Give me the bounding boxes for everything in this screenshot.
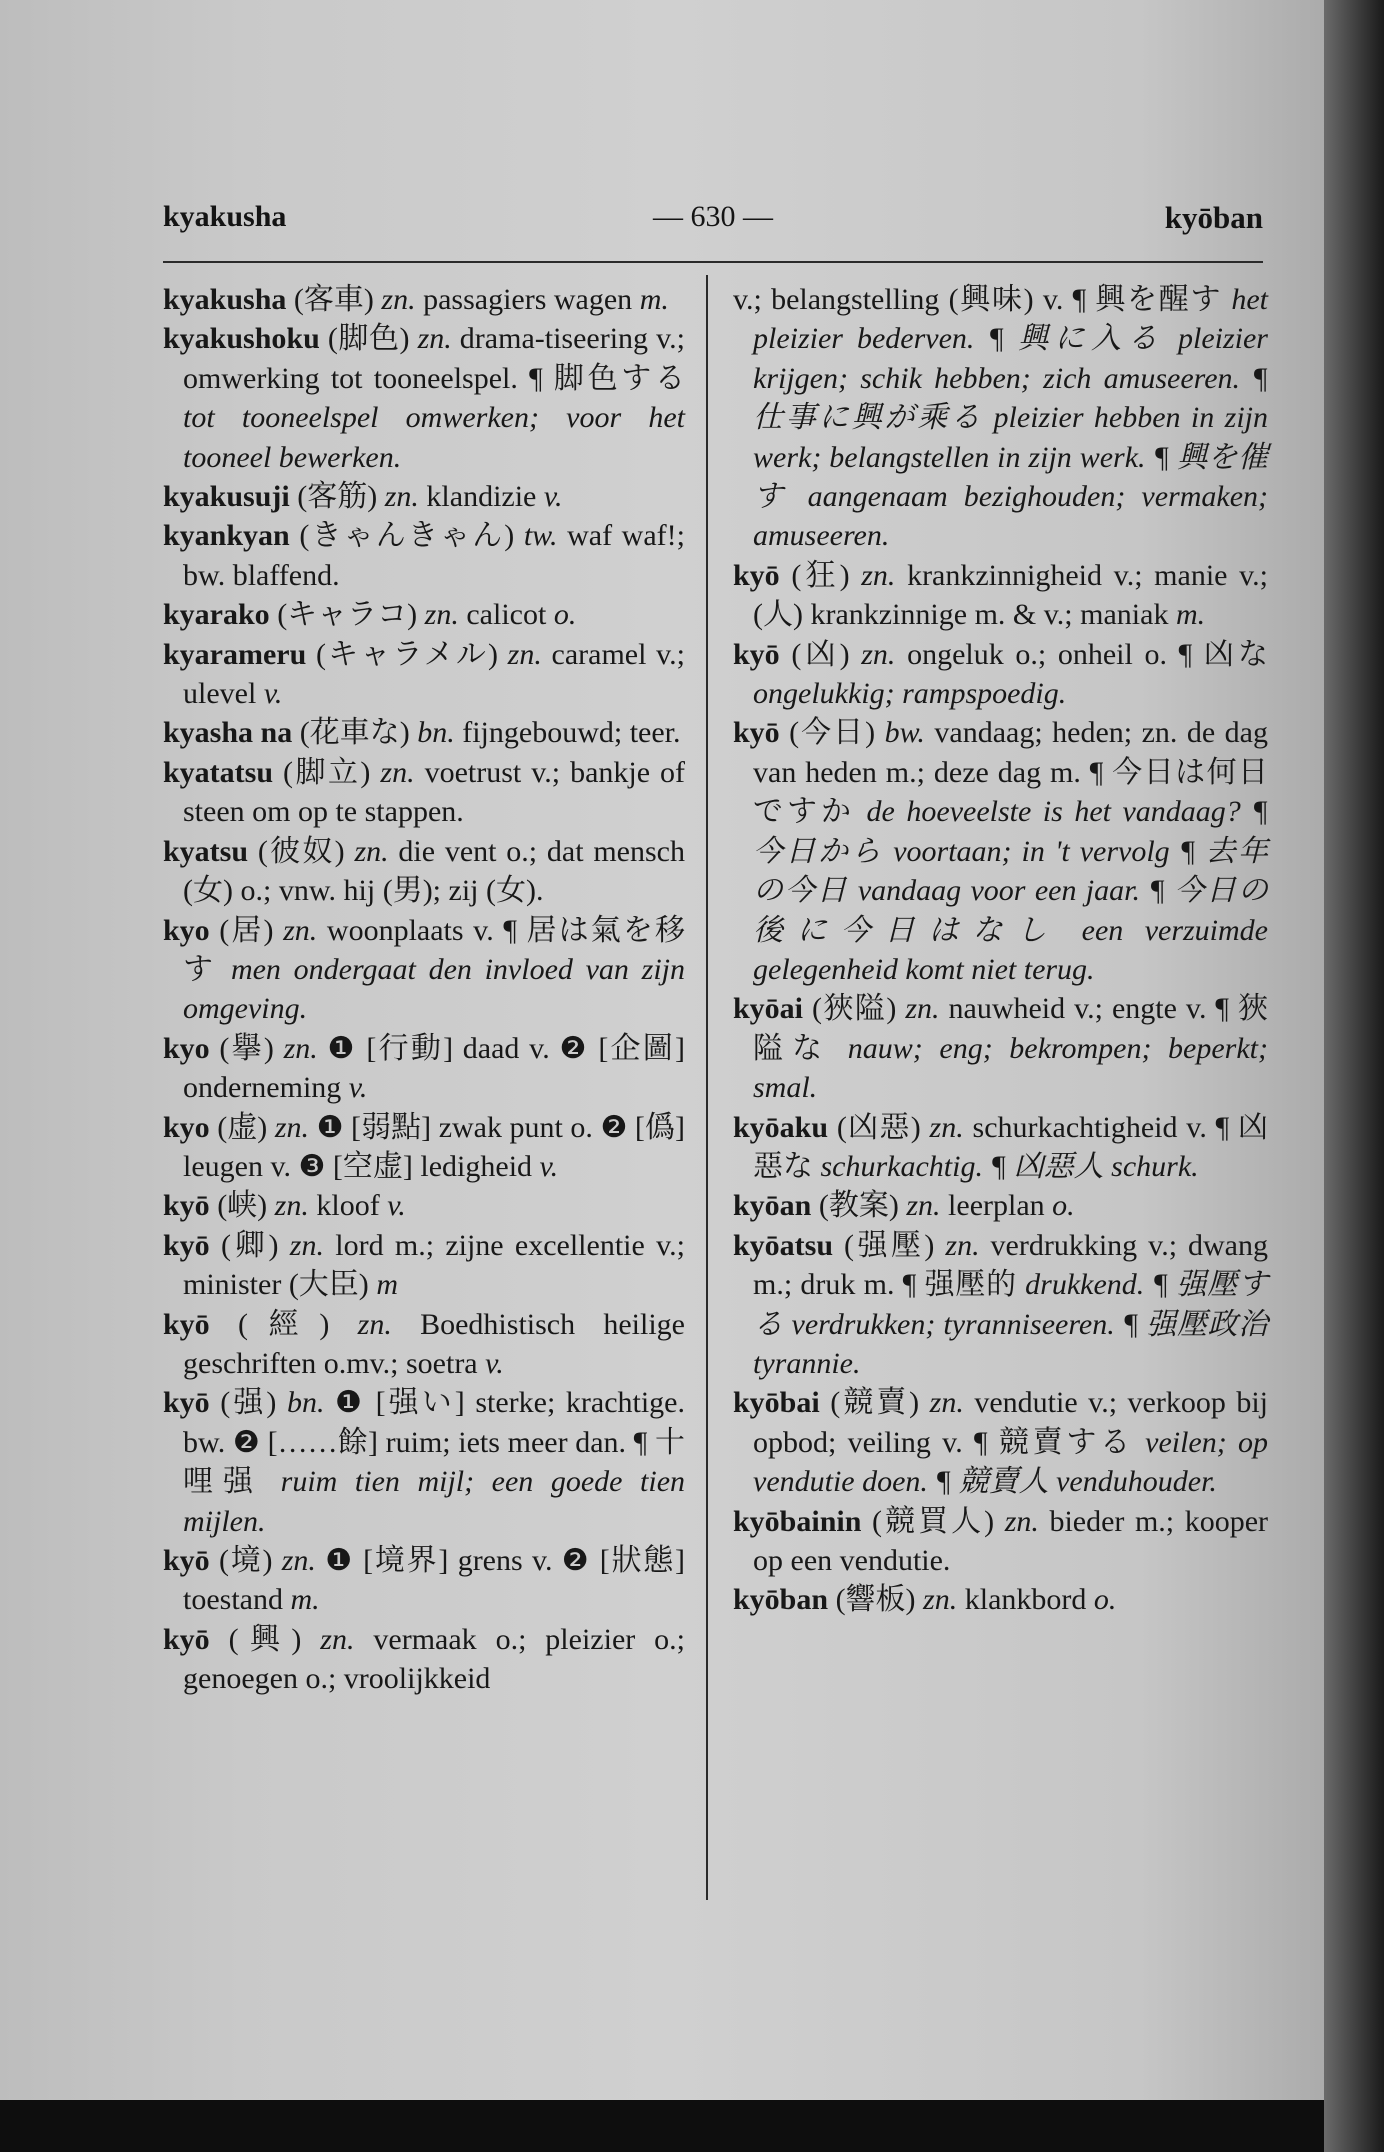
part-of-speech: zn. bbox=[281, 1544, 316, 1577]
entry bbox=[163, 1029, 685, 1108]
definition: bieder m.; kooper op een vendutie. bbox=[753, 1504, 1268, 1577]
part-of-speech: zn. bbox=[1004, 1504, 1039, 1538]
kanji: (峡) bbox=[209, 1189, 275, 1223]
headword: kyōatsu bbox=[733, 1228, 834, 1262]
definition: schurkachtigheid v. ¶ 凶惡な bbox=[753, 1110, 1269, 1183]
kanji: (狹隘) bbox=[803, 992, 906, 1026]
headword: kyō bbox=[163, 1386, 210, 1420]
headword: kyōbai bbox=[733, 1386, 820, 1420]
page-edge-shadow bbox=[1324, 0, 1384, 2152]
entry bbox=[163, 280, 685, 319]
part-of-speech: zn. bbox=[283, 1031, 318, 1065]
headword: kyōai bbox=[733, 992, 804, 1026]
definition-tail: m. bbox=[639, 283, 669, 316]
running-header bbox=[163, 200, 1263, 250]
entry bbox=[163, 1541, 685, 1620]
kanji: (擧) bbox=[209, 1031, 284, 1065]
kanji: (凶) bbox=[779, 637, 862, 671]
definition-tail: ongelukkig; rampspoedig. bbox=[753, 677, 1067, 711]
headword: kyo bbox=[163, 1031, 210, 1065]
kanji: (競賣) bbox=[819, 1386, 930, 1420]
part-of-speech: zn. bbox=[320, 1622, 355, 1656]
definition-tail: veilen; op vendutie doen. ¶ 競賣人 venduhouder. bbox=[753, 1425, 1268, 1499]
entry bbox=[163, 1620, 685, 1699]
kanji: (狂) bbox=[779, 558, 862, 592]
definition-tail: v. bbox=[263, 677, 283, 711]
entry bbox=[733, 1580, 1268, 1619]
entry bbox=[163, 911, 685, 1029]
entry bbox=[733, 1226, 1268, 1384]
definition-tail: v. bbox=[485, 1346, 504, 1380]
definition: vendutie v.; verkoop bij opbod; veiling v. ¶ 競賣する bbox=[753, 1386, 1268, 1459]
headword: kyō bbox=[163, 1622, 210, 1656]
part-of-speech: zn. bbox=[384, 480, 419, 514]
headword: kyo bbox=[163, 913, 210, 947]
definition: kloof bbox=[308, 1189, 388, 1223]
part-of-speech: tw. bbox=[523, 519, 558, 553]
part-of-speech: zn. bbox=[507, 637, 542, 671]
kanji: (花車な) bbox=[292, 716, 418, 750]
definition: ❶ [行動] daad v. ❷ [企圖] onderneming bbox=[183, 1031, 685, 1105]
headword: kyō bbox=[733, 637, 780, 671]
kanji: (キャラメル) bbox=[306, 637, 508, 671]
headword: kyankyan bbox=[163, 519, 290, 553]
headword: kyakushoku bbox=[163, 322, 320, 356]
definition-tail: o. bbox=[1093, 1583, 1117, 1617]
kanji: (脚立) bbox=[273, 755, 381, 789]
entry bbox=[733, 280, 1268, 556]
entry bbox=[163, 516, 685, 595]
headword: kyasha na bbox=[163, 716, 293, 750]
part-of-speech: bn. bbox=[286, 1386, 325, 1420]
entry bbox=[163, 1108, 685, 1187]
headword: kyō bbox=[163, 1189, 210, 1223]
part-of-speech: zn. bbox=[417, 322, 452, 356]
definition: klandizie bbox=[418, 480, 544, 514]
left-column bbox=[163, 280, 685, 1699]
part-of-speech: zn. bbox=[283, 913, 318, 947]
headword: kyakusha bbox=[163, 283, 287, 316]
part-of-speech: bw. bbox=[884, 716, 925, 750]
definition-tail: m. bbox=[1175, 598, 1206, 632]
right-column bbox=[733, 280, 1268, 1620]
part-of-speech: zn. bbox=[289, 1228, 324, 1262]
kanji: (卿) bbox=[209, 1228, 290, 1262]
definition: ongeluk o.; onheil o. ¶ 凶な bbox=[895, 637, 1268, 671]
part-of-speech: zn. bbox=[945, 1228, 980, 1262]
definition: caramel v.; ulevel bbox=[183, 637, 685, 711]
headword: kyōban bbox=[733, 1583, 829, 1617]
definition-tail: de hoeveelste is het vandaag? ¶ 今日から voortaan; in 't vervolg ¶ 去年の今日 vandaag voor een jaar. ¶ 今日の後に今日はなし een verzuimde gelegenheid komt niet terug. bbox=[753, 795, 1269, 986]
headword: kyō bbox=[163, 1228, 210, 1262]
headword: kyō bbox=[163, 1544, 210, 1577]
part-of-speech: zn. bbox=[381, 283, 416, 316]
headword: kyarako bbox=[163, 598, 270, 632]
entry bbox=[733, 635, 1268, 714]
entry bbox=[163, 477, 685, 516]
definition-tail: v. bbox=[348, 1071, 368, 1105]
kanji: (强壓) bbox=[833, 1228, 946, 1262]
headword: kyō bbox=[733, 716, 780, 750]
kanji: (經) bbox=[209, 1307, 358, 1341]
kanji: (虚) bbox=[209, 1110, 275, 1144]
headword: kyo bbox=[163, 1110, 210, 1144]
definition-tail: nauw; eng; bekrompen; beperkt; smal. bbox=[753, 1031, 1269, 1105]
definition-tail: v. bbox=[539, 1149, 559, 1183]
part-of-speech: zn. bbox=[861, 558, 896, 592]
headword: kyō bbox=[163, 1307, 210, 1341]
definition: vermaak o.; pleizier o.; genoegen o.; vroolijkkeid bbox=[183, 1622, 685, 1696]
entry bbox=[163, 832, 685, 911]
entry bbox=[163, 713, 685, 752]
kanji: (キャラコ) bbox=[269, 598, 425, 632]
kanji: (强) bbox=[209, 1386, 287, 1420]
definition: leerplan bbox=[940, 1189, 1053, 1223]
page-number: — 630 — bbox=[653, 200, 773, 233]
kanji: (きゃんきゃん) bbox=[289, 519, 524, 553]
definition: ❶ [强い] sterke; krachtige. bw. ❷ [……餘] ruim; iets meer dan. ¶ 十哩强 bbox=[183, 1386, 685, 1499]
kanji: (凶惡) bbox=[828, 1110, 930, 1144]
definition-tail: men ondergaat den invloed van zijn omgeving. bbox=[183, 952, 685, 1026]
entry bbox=[163, 753, 685, 832]
kanji: (今日) bbox=[779, 716, 885, 750]
definition: vandaag; heden; zn. de dag van heden m.; deze dag m. ¶ 今日は何日ですか bbox=[753, 716, 1268, 829]
definition: drama-tiseering v.; omwerking tot tooneelspel. ¶ 脚色する bbox=[183, 322, 685, 395]
entry bbox=[163, 1305, 685, 1384]
part-of-speech: zn. bbox=[354, 834, 389, 868]
definition: klankbord bbox=[957, 1583, 1094, 1617]
entry bbox=[733, 556, 1268, 635]
headword: kyakusuji bbox=[163, 480, 290, 514]
definition: verdrukking v.; dwang m.; druk m. ¶ 强壓的 bbox=[753, 1228, 1268, 1302]
part-of-speech: zn. bbox=[929, 1110, 964, 1144]
part-of-speech: zn. bbox=[274, 1189, 309, 1223]
headword: kyōaku bbox=[733, 1110, 829, 1144]
kanji: (客車) bbox=[286, 283, 382, 316]
entry bbox=[163, 595, 685, 634]
entry bbox=[163, 1186, 685, 1225]
definition: ❶ [弱點] zwak punt o. ❷ [僞] leugen v. ❸ [空虚] ledigheid bbox=[183, 1110, 685, 1183]
part-of-speech: zn. bbox=[929, 1386, 964, 1420]
header-last-headword: kyōban bbox=[1164, 200, 1263, 235]
definition: ❶ [境界] grens v. ❷ [狀態] toestand bbox=[183, 1544, 685, 1617]
definition: fijngebouwd; teer. bbox=[454, 716, 681, 750]
kanji: (境) bbox=[209, 1544, 282, 1577]
definition-tail: v. bbox=[387, 1189, 406, 1223]
definition: calicot bbox=[458, 598, 554, 632]
definition: lord m.; zijne excellentie v.; minister (大臣) bbox=[183, 1228, 685, 1302]
definition-tail: m bbox=[376, 1268, 398, 1302]
entry bbox=[733, 1383, 1268, 1501]
entry bbox=[733, 1502, 1268, 1581]
headword: kyō bbox=[733, 558, 780, 592]
header-first-headword: kyakusha bbox=[163, 200, 287, 233]
entry bbox=[163, 635, 685, 714]
part-of-speech: zn. bbox=[274, 1110, 310, 1144]
part-of-speech: zn. bbox=[906, 1189, 941, 1223]
kanji: (彼奴) bbox=[248, 834, 355, 868]
definition-tail: o. bbox=[1052, 1189, 1075, 1223]
kanji: (客筋) bbox=[289, 480, 385, 514]
kanji: (居) bbox=[209, 913, 284, 947]
definition: voetrust v.; bankje of steen om op te stappen. bbox=[183, 755, 685, 829]
definition-tail: m. bbox=[290, 1583, 320, 1617]
definition: v.; belangstelling (興味) v. ¶ 興を醒す bbox=[733, 283, 1232, 316]
entry bbox=[163, 1383, 685, 1541]
entry bbox=[163, 1226, 685, 1305]
kanji: (競買人) bbox=[861, 1504, 1005, 1538]
column-divider bbox=[706, 275, 708, 1900]
kanji: (興) bbox=[209, 1622, 321, 1656]
definition: waf waf!; bw. blaffend. bbox=[183, 519, 685, 592]
entry bbox=[733, 713, 1268, 989]
part-of-speech: zn. bbox=[357, 1307, 392, 1341]
definition-tail: tot tooneelspel omwerken; voor het tooneel bewerken. bbox=[183, 401, 685, 474]
part-of-speech: zn. bbox=[861, 637, 896, 671]
entry bbox=[163, 319, 685, 477]
definition: nauwheid v.; engte v. ¶ 狹隘な bbox=[753, 992, 1268, 1065]
definition-tail: v. bbox=[543, 480, 563, 514]
definition-tail: ruim tien mijl; een goede tien mijlen. bbox=[183, 1465, 686, 1538]
headword: kyōbainin bbox=[733, 1504, 862, 1538]
headword: kyatsu bbox=[163, 834, 249, 868]
part-of-speech: bn. bbox=[417, 716, 455, 750]
definition: krankzinnigheid v.; manie v.; (人) krankzinnige m. & v.; maniak bbox=[753, 558, 1268, 632]
part-of-speech: zn. bbox=[380, 755, 415, 789]
definition: Boedhistisch heilige geschriften o.mv.; soetra bbox=[183, 1307, 685, 1380]
definition-tail: het pleizier bederven. ¶ 興に入る pleizier krijgen; schik hebben; zich amuseeren. ¶ 仕事に興が乘る pleizier hebben in zijn werk; belangstellen in zijn werk. ¶ 興を催す aangenaam bezighouden; vermaken; amuseeren. bbox=[753, 283, 1268, 553]
kanji: (教案) bbox=[811, 1189, 907, 1223]
headword: kyatatsu bbox=[163, 755, 274, 789]
definition: passagiers wagen bbox=[415, 283, 640, 316]
entry bbox=[733, 1108, 1268, 1187]
part-of-speech: zn. bbox=[923, 1583, 958, 1617]
definition-tail: drukkend. ¶ 强壓する verdrukken; tyranniseeren. ¶ 强壓政治 tyrannie. bbox=[753, 1268, 1268, 1380]
entry bbox=[733, 989, 1268, 1107]
definition-tail: o. bbox=[553, 598, 577, 632]
entry bbox=[733, 1186, 1268, 1225]
kanji: (響板) bbox=[828, 1583, 924, 1617]
part-of-speech: zn. bbox=[905, 992, 940, 1026]
headword: kyōan bbox=[733, 1189, 812, 1223]
header-rule bbox=[163, 261, 1263, 263]
definition: die vent o.; dat mensch (女) o.; vnw. hij (男); zij (女). bbox=[183, 834, 685, 908]
headword: kyarameru bbox=[163, 637, 307, 671]
part-of-speech: zn. bbox=[424, 598, 459, 632]
definition: woonplaats v. ¶ 居は氣を移す bbox=[183, 913, 685, 986]
definition-tail: schurkachtig. ¶ 凶惡人 schurk. bbox=[820, 1149, 1199, 1183]
kanji: (脚色) bbox=[319, 322, 418, 356]
